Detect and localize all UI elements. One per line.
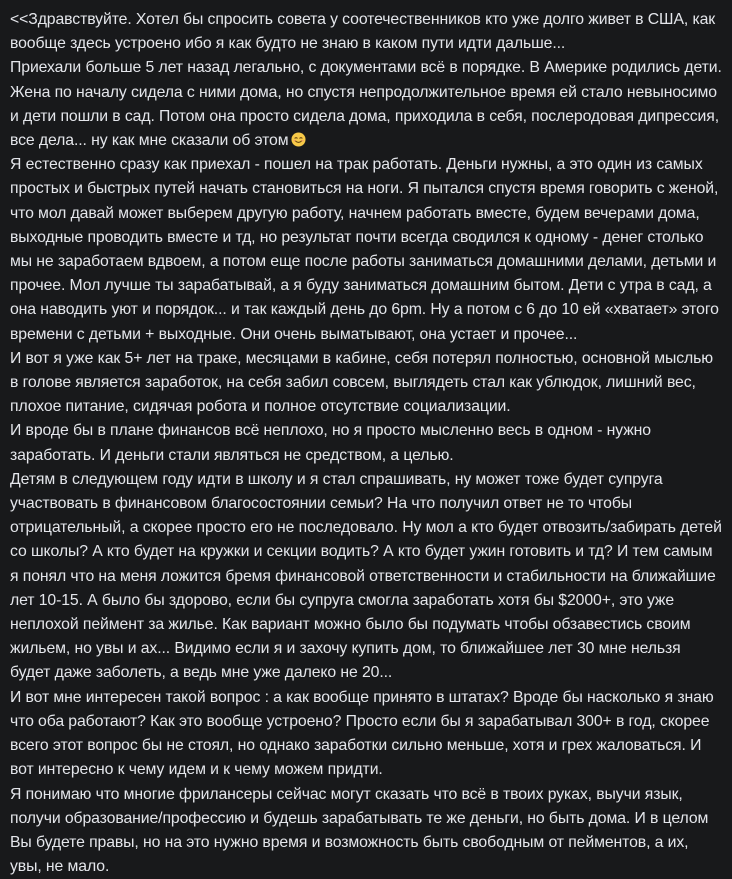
post-paragraph-family xyxy=(10,56,724,153)
post-paragraph-family-text: Приехали больше 5 лет назад легально, с документами всё в порядке. В Америке родились дети. Жена по началу сидела с ними дома, но спустя непродолжительное время ей стало невыносимо и дети пошли в сад. Потом она просто сидела дома, приходила в себя, послеродовая дипрессия, все дела... ну как мне сказали об этом xyxy=(10,59,722,149)
post-paragraph-truck-work: Я естественно сразу как приехал - пошел на трак работать. Деньги нужны, а это один из самых простых и быстрых путей начать становиться на ноги. Я пытался спустя время говорить с женой, что мол давай может выберем другую работу, начнем работать вместе, будем вечерами дома, выходные проводить вместе и тд, но результат почти всегда сводился к одному - денег столько мы не заработаем вдвоем, а потом еще после работы заниматься домашними делами, детьми и прочее. Мол лучше ты зарабатывай, а я буду заниматься домашним бытом. Дети с утра в сад, а она наводить уют и порядок... и так каждый день до 6pm. Ну а потом с 6 до 10 ей «хватает» этого времени с детьми + выходные. Они очень выматывают, она устает и прочее... xyxy=(10,153,724,347)
post-paragraph-greeting: <<Здравствуйте. Хотел бы спросить совета у соотечественников кто уже долго живет в США, как вообще здесь устроено ибо я как будто не знаю в каком пути идти дальше... xyxy=(10,8,724,56)
smiling-face-icon xyxy=(291,131,306,146)
post-paragraph-freelancers: Я понимаю что многие фрилансеры сейчас могут сказать что всё в твоих руках, выучи язык, получи образование/профессию и будешь зарабатывать те же деньги, но быть дома. И в целом Вы будете правы, но на это нужно время и возможность быть свободным от пейментов, а их, увы, не мало. xyxy=(10,783,724,879)
post-paragraph-finances: И вроде бы в плане финансов всё неплохо, но я просто мысленно весь в одном - нужно заработать. И деньги стали являться не средством, а целью. xyxy=(10,419,724,467)
post-paragraph-school: Детям в следующем году идти в школу и я стал спрашивать, ну может тоже будет супруга участвовать в финансовом благосостоянии семьи? На что получил ответ не то чтобы отрицательный, а скорее просто его не последовало. Ну мол а кто будет отвозить/забирать детей со школы? А кто будет на кружки и секции водить? А кто будет ужин готовить и тд? И тем самым я понял что на меня ложится бремя финансовой ответственности и стабильности на ближайшие лет 10-15. А было бы здорово, если бы супруга смогла заработать хотя бы $2000+, это уже неплохой пеймент за жилье. Как вариант можно было бы подумать чтобы обзавестись своим жильем, но увы и ах... Видимо если я и захочу купить дом, то ближайшее лет 30 мне нельзя будет даже заболеть, а ведь мне уже далеко не 20... xyxy=(10,468,724,686)
post-paragraph-question: И вот мне интересен такой вопрос : а как вообще принято в штатах? Вроде бы насколько я знаю что оба работают? Как это вообще устроено? Просто если бы я зарабатывал 300+ в год, скорее всего этот вопрос бы не стоял, но однако заработки сильно меньше, хотя и грех жаловаться. И вот интересно к чему идем и к чему можем придти. xyxy=(10,686,724,783)
post-paragraph-five-years: И вот я уже как 5+ лет на траке, месяцами в кабине, себя потерял полностью, основной мыслью в голове является заработок, на себя забил совсем, выглядеть стал как ублюдок, лишний вес, плохое питание, сидячая робота и полное отсутствие социализации. xyxy=(10,347,724,420)
